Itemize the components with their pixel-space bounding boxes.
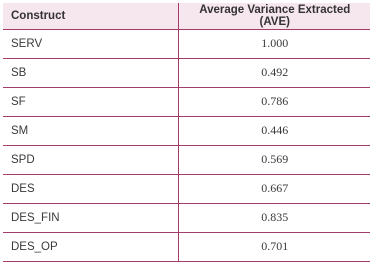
construct-cell: DES_OP [3,232,178,261]
table-row [3,87,370,116]
table-header-row [3,3,370,29]
column-header-ave: Average Variance Extracted (AVE) [178,3,370,29]
construct-cell: SB [3,58,178,87]
table-row [3,29,370,58]
ave-cell: 0.569 [178,145,370,174]
column-header-construct: Construct [3,3,178,29]
ave-cell: 0.492 [178,58,370,87]
construct-cell: DES_FIN [3,203,178,232]
table-row [3,58,370,87]
construct-cell: SPD [3,145,178,174]
table-row [3,174,370,203]
ave-table-container [3,3,370,262]
construct-cell: SERV [3,29,178,58]
ave-table [3,3,370,262]
table-row [3,116,370,145]
ave-cell: 1.000 [178,29,370,58]
ave-cell: 0.835 [178,203,370,232]
table-row [3,145,370,174]
construct-cell: SF [3,87,178,116]
ave-cell: 0.446 [178,116,370,145]
construct-cell: SM [3,116,178,145]
construct-cell: DES [3,174,178,203]
table-row [3,203,370,232]
ave-cell: 0.667 [178,174,370,203]
ave-cell: 0.701 [178,232,370,261]
ave-cell: 0.786 [178,87,370,116]
table-row [3,232,370,261]
